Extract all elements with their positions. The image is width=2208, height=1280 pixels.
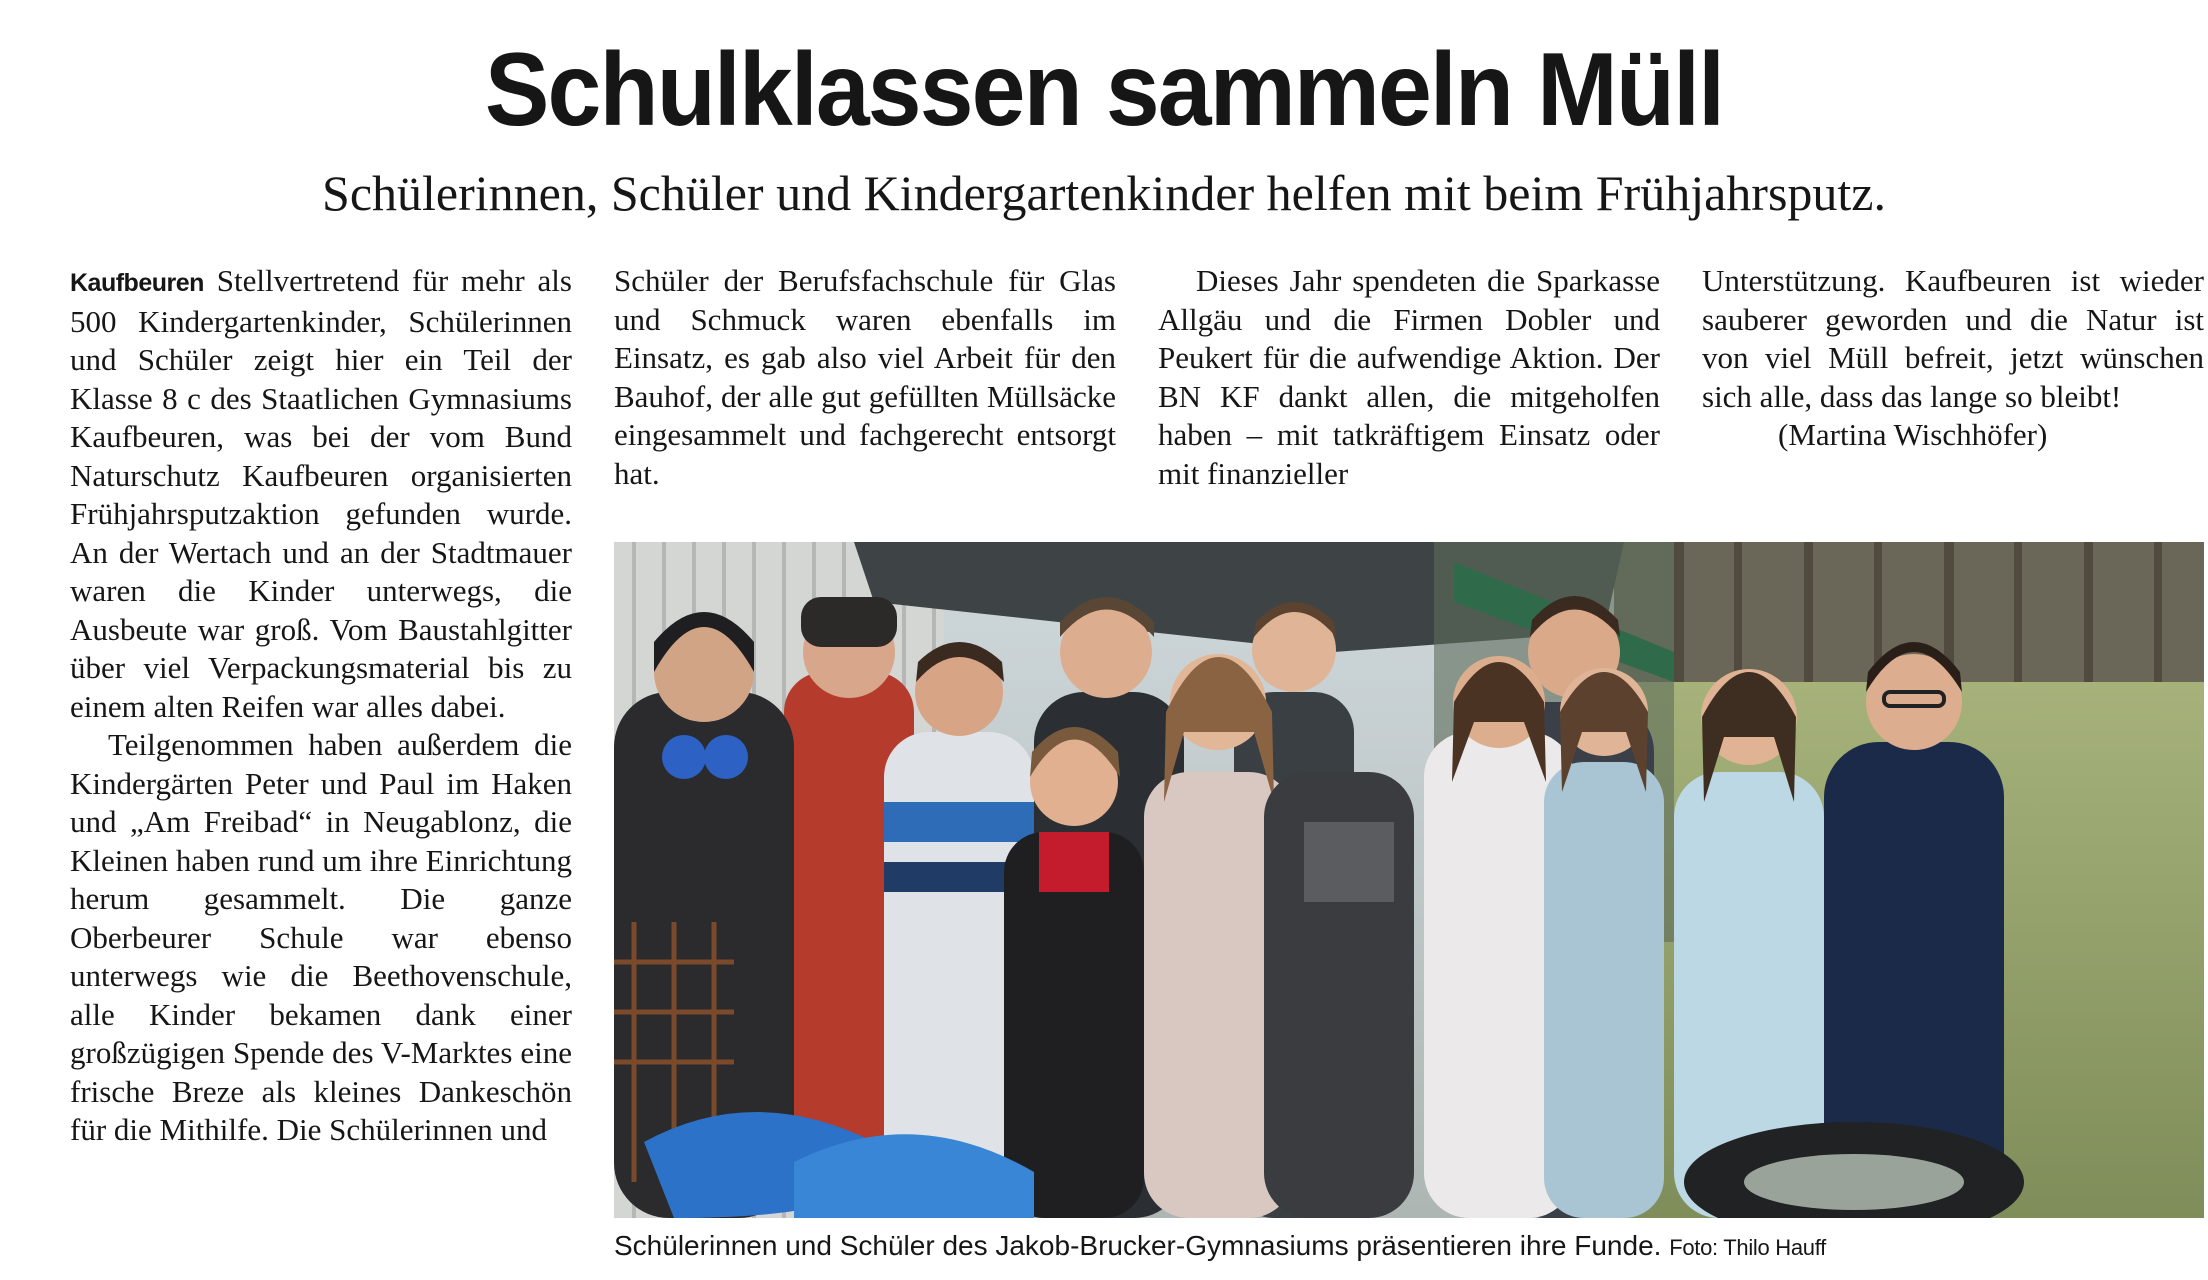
article-headline: Schulklassen sammeln Müll [484,32,1724,148]
group-photo-illustration [614,542,2204,1218]
paragraph-3: Dieses Jahr spendeten die Sparkasse Allgäu und die Firmen Dobler und Peukert für die aufwendige Aktion. Der BN KF dankt allen, die mitgeholfen haben – mit tatkräftigem Einsatz oder mit finanzieller [1158,263,1660,491]
paragraph-1-text: Stellvertretend für mehr als 500 Kindergartenkinder, Schülerinnen und Schüler zeigt hier ein Teil der Klasse 8 c des Staatlichen Gymnasiums Kaufbeuren, was bei der vom Bund Naturschutz Kaufbeuren organisierten Frühjahrsputzaktion gefunden wurde. An der Wertach und an der Stadtmauer waren die Kinder unterwegs, die Ausbeute war groß. Vom Baustahlgitter über viel Verpackungsmaterial bis zu einem alten Reifen war alles dabei. [70,263,572,724]
author-line: (Martina Wischhöfer) [1778,417,2048,452]
text-column-2 [614,262,1116,493]
text-column-3 [1158,262,1660,493]
photo-caption [614,1226,2204,1268]
paragraph-3-continued: Unterstützung. Kaufbeuren ist wieder sauberer geworden und die Natur ist von viel Müll befreit, jetzt wünschen sich alle, dass das lange so bleibt! [1702,263,2204,414]
dateline: Kaufbeuren [70,269,204,297]
caption-text: Schülerinnen und Schüler des Jakob-Brucker-Gymnasiums präsentieren ihre Funde. [614,1230,1662,1261]
paragraph-1 [70,262,572,726]
text-column-1 [70,262,572,1150]
paragraph-2: Teilgenommen haben außerdem die Kindergärten Peter und Paul im Haken und „Am Freibad“ in Neugablonz, die Kleinen haben rund um ihre Einrichtung herum gesammelt. Die ganze Oberbeurer Schule war ebenso unterwegs wie die Beethovenschule, alle Kinder bekamen dank einer großzügigen Spende des V-Marktes eine frische Breze als kleines Dankeschön für die Mithilfe. Die Schülerinnen und [70,727,572,1147]
paragraph-2-continued: Schüler der Berufsfachschule für Glas und Schmuck waren ebenfalls im Einsatz, es gab also viel Arbeit für den Bauhof, der alle gut gefüllten Müllsäcke eingesammelt und fachgerecht entsorgt hat. [614,263,1116,491]
text-column-4 [1702,262,2204,455]
article-subheadline: Schülerinnen, Schüler und Kindergartenkinder helfen mit beim Frühjahrsputz. [322,165,1886,221]
photo-credit: Foto: Thilo Hauff [1669,1235,1826,1260]
group-photo [614,542,2204,1218]
